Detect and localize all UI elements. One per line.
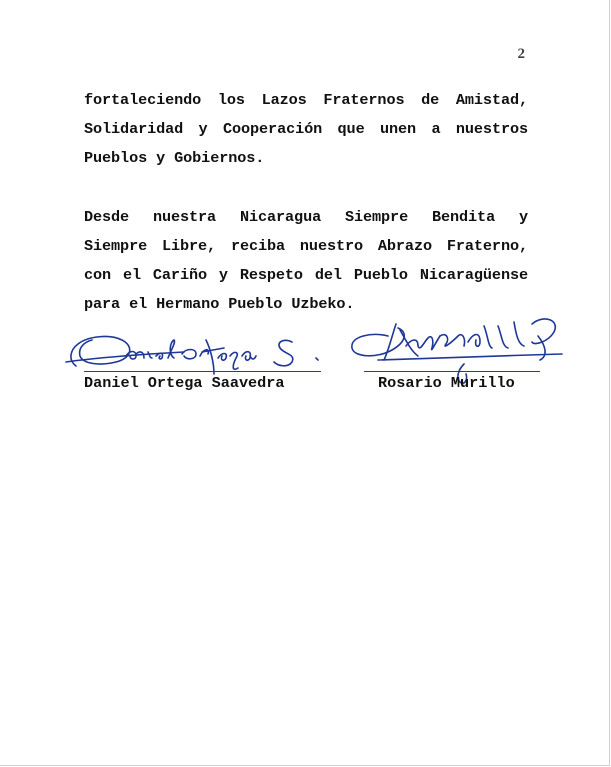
signature-line-daniel	[84, 371, 321, 372]
page-number: 2	[517, 46, 525, 62]
paragraph-closing-1	[84, 86, 528, 173]
paragraph-line: fortaleciendo los Lazos Fraternos de Amistad,	[84, 91, 528, 109]
paragraph-line: Desde nuestra Nicaragua Siempre Bendita y	[84, 208, 528, 226]
paragraph-line: Solidaridad y Cooperación que unen a nuestros	[84, 120, 528, 138]
signer-name-daniel: Daniel Ortega Saavedra	[84, 374, 285, 392]
paragraph-closing-2	[84, 203, 528, 319]
signer-name-rosario: Rosario Murillo	[378, 374, 515, 392]
signature-daniel-ortega	[64, 318, 334, 378]
paragraph-line: con el Cariño y Respeto del Pueblo Nicaragüense	[84, 266, 528, 284]
paragraph-line: Siempre Libre, reciba nuestro Abrazo Fraterno,	[84, 237, 528, 255]
signature-line-rosario	[364, 371, 540, 372]
paragraph-line: Pueblos y Gobiernos.	[84, 149, 265, 167]
paragraph-line: para el Hermano Pueblo Uzbeko.	[84, 295, 355, 313]
